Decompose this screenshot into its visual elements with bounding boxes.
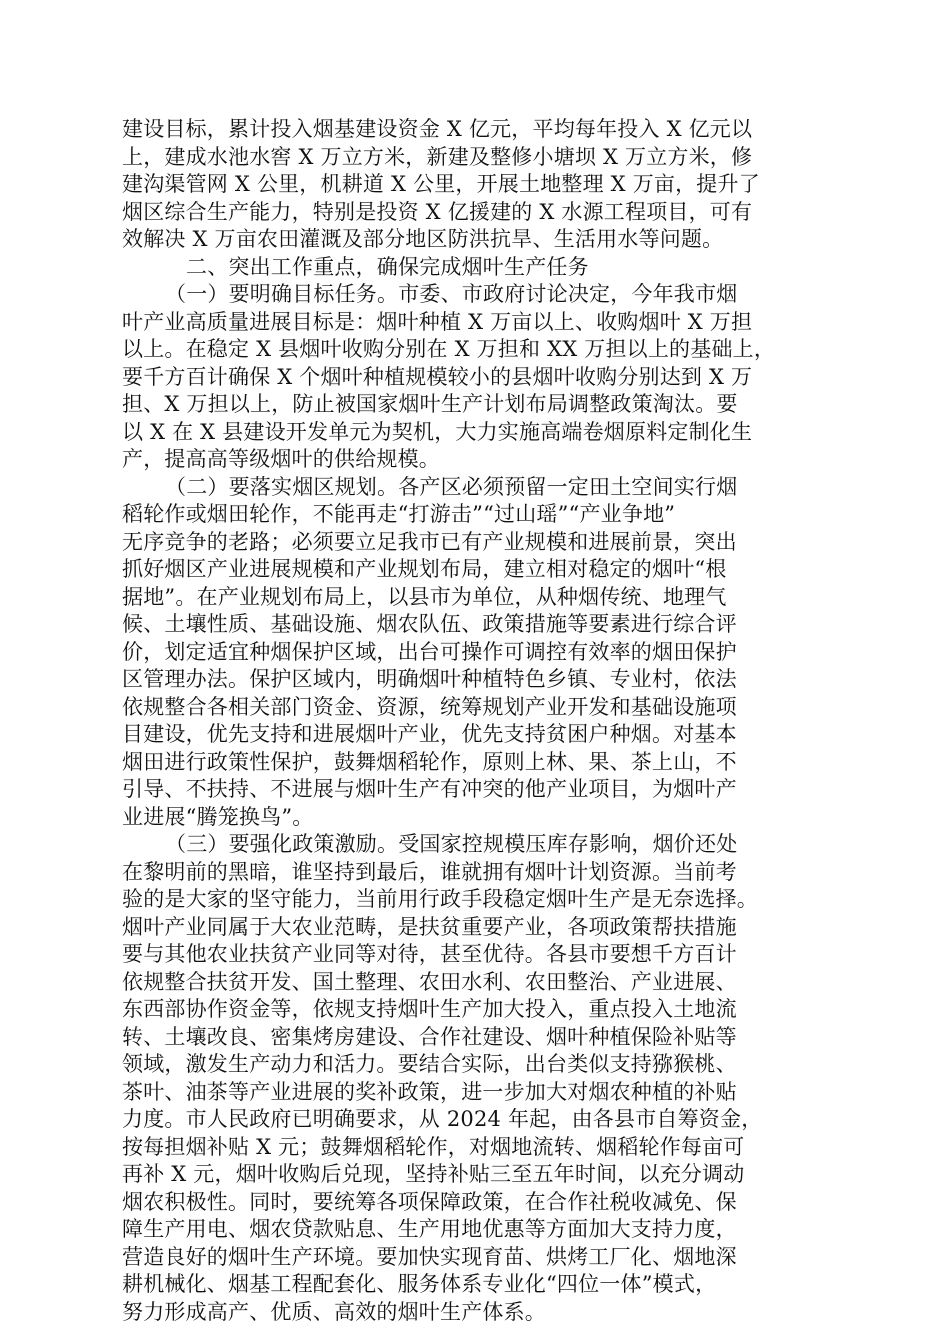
paragraph-line: 力度。市人民政府已明确要求，从 2024 年起，由各县市自筹资金， — [122, 1107, 763, 1131]
paragraph-line: 烟区综合生产能力，特别是投资 X 亿援建的 X 水源工程项目，可有 — [122, 199, 753, 224]
paragraph-line: 领域，激发生产动力和活力。要结合实际，出台类似支持猕猴桃、 — [122, 1052, 737, 1076]
paragraph — [122, 474, 824, 832]
paragraph-line: 东西部协作资金等，依规支持烟叶生产加大投入，重点投入土地流 — [122, 997, 737, 1021]
paragraph-line: 上，建成水池水窖 X 万立方米，新建及整修小塘坝 X 万立方米，修 — [122, 144, 753, 169]
paragraph-line: 烟田进行政策性保护，鼓舞烟稻轮作，原则上林、果、茶上山，不 — [122, 749, 737, 774]
paragraph — [122, 116, 824, 254]
paragraph-line: 以上。在稳定 X 县烟叶收购分别在 X 万担和 XX 万担以上的基础上， — [122, 337, 776, 361]
paragraph-line: 在黎明前的黑暗，谁坚持到最后，谁就拥有烟叶计划资源。当前考 — [122, 859, 737, 884]
paragraph-line: 烟农积极性。同时，要统筹各项保障政策，在合作社税收减免、保 — [122, 1189, 737, 1214]
paragraph-line: 营造良好的烟叶生产环境。要加快实现育苗、烘烤工厂化、烟地深 — [122, 1244, 737, 1269]
paragraph-line: 要与其他农业扶贫产业同等对待，甚至优待。各县市要想千方百计 — [122, 942, 737, 966]
paragraph-line: （三）要强化政策激励。受国家控规模压库存影响，烟价还处 — [165, 832, 738, 856]
paragraph-line: 耕机械化、烟基工程配套化、服务体系专业化“四位一体”模式， — [122, 1272, 717, 1296]
paragraph-line: 候、土壤性质、基础设施、烟农队伍、政策措施等要素进行综合评 — [122, 612, 737, 636]
paragraph-line: 验的是大家的坚守能力，当前用行政手段稳定烟叶生产是无奈选择。 — [122, 887, 758, 911]
paragraph-line: 依规整合扶贫开发、国土整理、农田水利、农田整治、产业进展、 — [122, 969, 737, 994]
paragraph-line: 产，提高高等级烟叶的供给规模。 — [122, 447, 440, 471]
paragraph — [122, 831, 824, 1326]
paragraph-line: 稻轮作或烟田轮作，不能再走“打游击”“过山瑶”“产业争地” — [122, 502, 676, 526]
paragraph-line: 按每担烟补贴 X 元；鼓舞烟稻轮作，对烟地流转、烟稻轮作每亩可 — [122, 1134, 745, 1159]
paragraph-line: 抓好烟区产业进展规模和产业规划布局，建立相对稳定的烟叶“根 — [122, 557, 727, 581]
paragraph-line: 叶产业高质量进展目标是：烟叶种植 X 万亩以上、收购烟叶 X 万担 — [122, 309, 753, 334]
paragraph-line: （二）要落实烟区规划。各产区必须预留一定田土空间实行烟 — [165, 474, 738, 499]
paragraph-line: 区管理办法。保护区域内，明确烟叶种植特色乡镇、专业村，依法 — [122, 667, 737, 691]
paragraph-line: 烟叶产业同属于大农业范畴，是扶贫重要产业，各项政策帮扶措施 — [122, 914, 737, 939]
paragraph-line: 效解决 X 万亩农田灌溉及部分地区防洪抗旱、生活用水等问题。 — [122, 227, 724, 251]
paragraph-line: （一）要明确目标任务。市委、市政府讨论决定，今年我市烟 — [165, 282, 738, 306]
paragraph — [122, 281, 824, 474]
paragraph-line: 茶叶、油茶等产业进展的奖补政策，进一步加大对烟农种植的补贴 — [122, 1079, 737, 1104]
paragraph-line: 引导、不扶持、不进展与烟叶生产有冲突的他产业项目，为烟叶产 — [122, 777, 737, 801]
paragraph-line: 依规整合各相关部门资金、资源，统筹规划产业开发和基础设施项 — [122, 694, 737, 719]
paragraph-line: 价，划定适宜种烟保护区域，出台可操作可调控有效率的烟田保护 — [122, 639, 737, 664]
paragraph-line: 目建设，优先支持和进展烟叶产业，优先支持贫困户种烟。对基本 — [122, 722, 737, 746]
paragraph-line: 建沟渠管网 X 公里，机耕道 X 公里，开展土地整理 X 万亩，提升了 — [122, 172, 760, 196]
paragraph-line: 建设目标，累计投入烟基建设资金 X 亿元，平均每年投入 X 亿元以 — [122, 117, 753, 141]
paragraph-line: 要千方百计确保 X 个烟叶种植规模较小的县烟叶收购分别达到 X 万 — [122, 364, 753, 389]
paragraph-line: 努力形成高产、优质、高效的烟叶生产体系。 — [122, 1299, 546, 1324]
section-heading — [122, 254, 824, 282]
paragraph-line: 无序竞争的老路；必须要立足我市已有产业规模和进展前景，突出 — [122, 529, 737, 554]
paragraph-line: 担、X 万担以上，防止被国家烟叶生产计划布局调整政策淘汰。要 — [122, 392, 738, 416]
paragraph-line: 障生产用电、烟农贷款贴息、生产用地优惠等方面加大支持力度， — [122, 1217, 737, 1241]
paragraph-line: 再补 X 元，烟叶收购后兑现，坚持补贴三至五年时间，以充分调动 — [122, 1162, 745, 1186]
paragraph-line: 转、土壤改良、密集烤房建设、合作社建设、烟叶种植保险补贴等 — [122, 1024, 737, 1049]
heading-text: 二、突出工作重点，确保完成烟叶生产任务 — [186, 254, 589, 279]
paragraph-line: 据地”。在产业规划布局上，以县市为单位，从种烟传统、地理气 — [122, 584, 727, 609]
document-body — [122, 116, 824, 1326]
paragraph-line: 以 X 在 X 县建设开发单元为契机，大力实施高端卷烟原料定制化生 — [122, 419, 753, 444]
paragraph-line: 业进展“腾笼换鸟”。 — [122, 804, 314, 829]
